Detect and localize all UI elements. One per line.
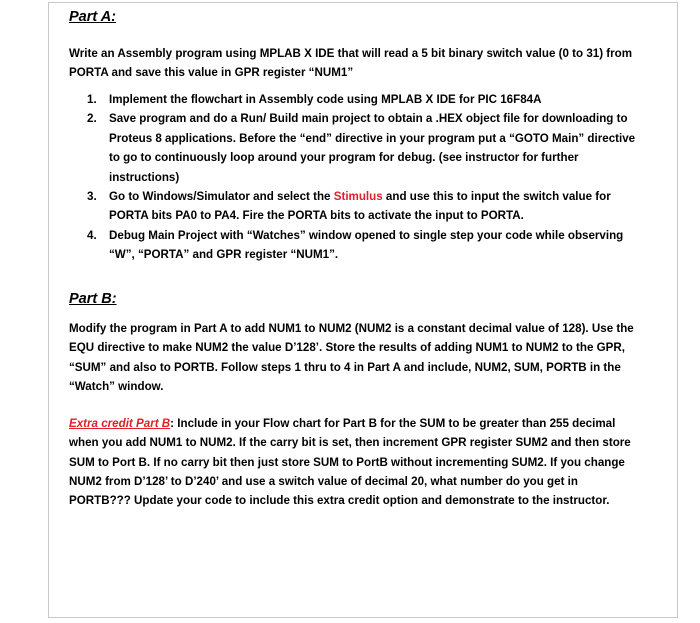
part-b-text: Modify the program in Part A to add NUM1 to NUM2 (NUM2 is a constant decimal value of 128). Use the EQU directive to make NUM2 the value D’128’. Store the results of adding NUM1 to NUM2 to the GPR, “SUM” and also to PORTB. Follow steps 1 thru to 4 in Part A and include, NUM2, SUM, PORTB in the “Watch” window. [69,322,634,393]
step-number: 2. [87,112,97,126]
step-number: 1. [87,93,97,106]
part-b-heading: Part B: [69,291,117,307]
step-4 [87,226,637,265]
step-text: Debug Main Project with “Watches” window opened to single step your code while observing “W”, “PORTA” and GPR register “NUM1”. [109,228,624,262]
step-number: 4. [87,228,97,242]
stimulus-highlight: Stimulus [333,190,383,204]
extra-credit-label[interactable]: Extra credit Part B [69,417,171,430]
step-text: Implement the flowchart in Assembly code using MPLAB X IDE for PIC 16F84A [109,93,542,106]
step-number: 3. [87,190,97,204]
step-text-post: and use this to input the switch value for PORTA bits PA0 to PA4. Fire the PORTA bits to activate the input to PORTA. [109,190,611,223]
extra-credit-text: Include in your Flow chart for Part B for the SUM to be greater than 255 decimal when you add NUM1 to NUM2. If the carry bit is set, then increment GPR register SUM2 and then store SUM to Port B. If no carry bit then just store SUM to PortB without incrementing SUM2. If you change NUM2 from D’128’ to D’240’ and use a switch value of decimal 20, what number do you get in PORTB??? Update your code to include this extra credit option and demonstrate to the instructor. [69,417,631,508]
part-a-steps [87,90,637,265]
part-a-intro: Write an Assembly program using MPLAB X IDE that will read a 5 bit binary switch value (0 to 31) from PORTA and save this value in GPR register “NUM1” [69,47,633,80]
step-3 [87,187,637,226]
step-2 [87,109,637,187]
step-text: Save program and do a Run/ Build main project to obtain a .HEX object file for downloading to Proteus 8 applications. Before the “end” directive in your program put a “GOTO Main” directive to go to continuously loop around your program for debug. (see instructor for further instructions) [109,112,636,184]
part-a-heading: Part A: [69,9,116,25]
extra-credit-paragraph [69,414,634,510]
step-1 [87,90,637,109]
document-page [48,2,678,618]
step-text-pre: Go to Windows/Simulator and select the [109,190,334,204]
extra-credit-colon: : [170,417,175,430]
